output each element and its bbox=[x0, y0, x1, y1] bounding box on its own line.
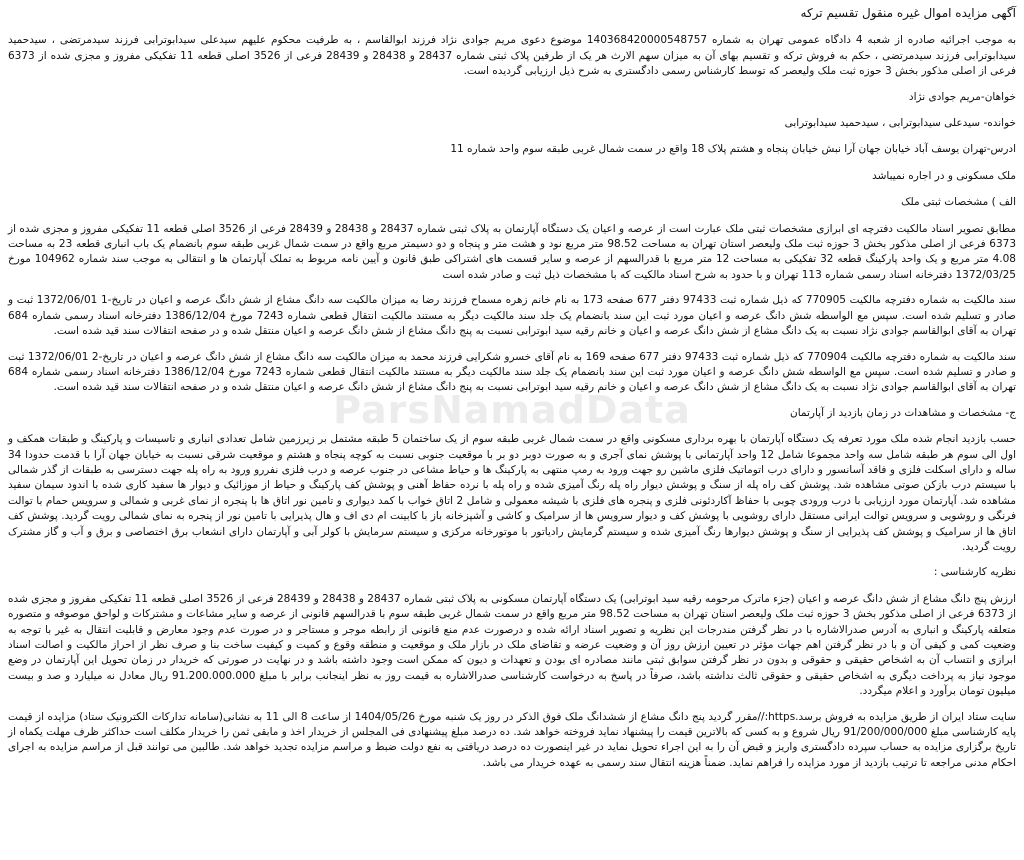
watermark-logo: ParsNamadData bbox=[333, 388, 691, 432]
section-a-heading: الف ) مشخصات ثبتی ملک bbox=[901, 196, 1016, 209]
intro-paragraph: به موجب اجرائیه صادره از شعبه 4 دادگاه عمومی تهران به شماره 140368420000548757 موضوع دعوی مریم جوادی نژاد فرزند ابوالقاسم ، به طرفیت محکوم علیهم سیدعلی سیدابوترابی فرزند سیدمرتضی ، سیدحمید سیدابوترابی فرزند سیدمرتضی ، حکم به فروش ترکه و تقسیم بهای آن به میزان سهم الارث هر یک از طرفین پلاک ثبتی شماره 28437 و 28438 و 28439 فرعی از 3526 اصلی قطعه 11 تفکیکی مفروز و مجزی شده از 6373 فرعی از اصلی مذکور بخش 3 حوزه ثبت ملک ولیعصر که توسط کارشناس رسمی دادگستری به شرح ذیل ارزیابی گردیده است. bbox=[8, 34, 1016, 78]
auction-terms-paragraph: سایت ستاد ایران از طریق مزایده به فروش برسد.https://مقرر گردید پنج دانگ مشاع از ششدانگ ملک فوق الذکر در روز یک شنبه مورخ 1404/05/26 از ساعت 8 الی 11 به نشانی(سامانه تدارکات الکترونیک ستاد) مزایده از قیمت پایه کارشناسی مبلغ 91/200/000/000 ریال شروع و به کسی که بالاترین قیمت را پیشنهاد نماید فروخته خواهد شد. ده درصد مبلغ پیشنهادی فی المجلس از خریدار اخذ و مابقی ثمن را خریدار مکلف است حداکثر ظرف مهلت یکماه از تاریخ برگزاری مزایده به حساب سپرده دادگستری واریز و قبض آن را به این اجراء تحویل نماید در غیر اینصورت ده درصد دریافتی به نفع دولت ضبط و مراسم مزایده تجدید خواهد شد. طالبین می توانند قبل از مراسم مزایده به اجرای احکام مدنی مراجعه تا ترتیب بازدید از مورد مزایده را فراهم نماید. ضمناً هزینه انتقال سند رسمی به عهده خریدار می باشد. bbox=[8, 710, 1017, 769]
registry-paragraph: مطابق تصویر اسناد مالکیت دفترچه ای ابرازی مشخصات ثبتی ملک عبارت است از عرصه و اعیان یک دستگاه آپارتمان به پلاک ثبتی شماره 28437 و 28438 و 28439 فرعی از 3526 اصلی قطعه 11 تفکیکی مفروز و مجزی شده از 6373 فرعی از اصلی مذکور بخش 3 حوزه ثبت ملک ولیعصر استان تهران به مساحت 98.52 متر مربع نود و هشت متر و پنجاه و دو دسیمتر مربع واقع در سمت شمال غربی طبقه سوم بانضمام یک باب انباری قطعه 23 به مساحت 4.08 متر مربع و یک واحد پارکینگ قطعه 32 تفکیکی به مساحت 12 متر مربع با قدرالسهم از عرصه و سایر قسمت های اشتراکی طبق قانون و آیین نامه مربوط به تملک آپارتمان ها و انتقالی به موجب سند شماره 104962 مورخ 1372/03/25 دفترخانه اسناد رسمی شماره 113 تهران و با حدود به شرح اسناد مالکیت که با مشخصات ذیل ثبت و صادر شده است bbox=[8, 222, 1017, 281]
valuation-paragraph: ارزش پنج دانگ مشاع از شش دانگ عرصه و اعیان (جزء ماترک مرحومه رقیه سید ابوترابی) یک دستگاه آپارتمان مسکونی به پلاک ثبتی شماره 28437 و 28438 و 28439 فرعی از 3526 اصلی قطعه 11 تفکیکی مفروز و مجزی شده از 6373 فرعی از اصلی مذکور بخش 3 حوزه ثبت ملک ولیعصر استان تهران به مساحت 98.52 متر مربع واقع در سمت شمال غربی طبقه سوم با قدرالسهم قانونی از عرصه و سایر مشاعات و مشترکات و لواحق موصوفه و متصوره متعلقه پارکینگ و انباری به آدرس صدرالاشاره با در نظر گرفتن مندرجات این نظریه و تصویر اسناد ارائه شده و درصورت عدم منع قانونی از رابطه موجر و مستاجر و در صورت عدم وجود معارض و قابلیت انتقال به غیر با توجه به وضعیت کمی و کیفی آن و با در نظر گرفتن اهم جهات مؤثر در تعیین ارزش روز آن و وضعیت عرضه و تقاضای ملک در بازار ملک و موقعیت و منطقه وقوع و کمیت و کیفیت ساخت بنا و صرف نظر از احراز مالکیت و اصالت اسناد ابرازی و انتساب آن به اشخاص حقیقی و حقوقی و بدون در نظر گرفتن سوابق ثبتی مانند مصادره ای بودن و تعهدات و دیون که ممکن است وجود داشته باشد و در نهایت در صورتی که خریدار در زمان تحویل این آپارتمان در وضع موجود نیاز به پرداخت دیگری به اشخاص حقیقی و حقوقی ثالث نداشته باشد، صرفاً در پاسخ به درخواست کارشناسی صدرالاشاره به قیمت روز به نظر اینجانب برابر با مبلغ 91.200.000.000 ریال معادل نه میلیارد و صد و بیست میلیون تومان برآورد و اعلام میگردد. bbox=[8, 592, 1016, 698]
deed-1-paragraph: سند مالکیت به شماره دفترچه مالکیت 770905 که ذیل شماره ثبت 97433 دفتر 677 صفحه 173 به نام خانم زهره مسماح فرزند رضا به میزان مالکیت سه دانگ مشاع از شش دانگ عرصه و اعیان در تاریخ-1 1372/06/01 ثبت و صادر و تسلیم شده است. سپس مع الواسطه شش دانگ عرصه و اعیان مورد ثبت این سند بانضمام یک جلد سند مالکیت دیگر به مستند مالکیت انتقال قطعی شماره 7243 مورخ 1386/12/04 دفترخانه اسناد رسمی شماره 684 تهران به آقای ابوالقاسم جوادی نژاد نسبت به یک دانگ مشاع از شش دانگ عرصه و اعیان و خانم رقیه سید ابوترابی نسبت به پنج دانگ مشاع از شش دانگ عرصه و اعیان منتقل شده و در صفحه انتقالات سند قید شده است. bbox=[8, 294, 1016, 338]
debtors-line: خوانده- سیدعلی سیدابوترابی ، سیدحمید سیدابوترابی bbox=[784, 117, 1016, 130]
creditor-line: خواهان-مریم جوادی نژاد bbox=[908, 90, 1016, 103]
address-line: ادرس-تهران یوسف آباد خیابان جهان آرا نبش خیابان پنجاه و هشتم پلاک 18 واقع در سمت شمال غربی طبقه سوم واحد شماره 11 bbox=[450, 143, 1016, 156]
section-c-heading: ج- مشخصات و مشاهدات در زمان بازدید از آپارتمان bbox=[790, 406, 1016, 419]
inspection-paragraph: حسب بازدید انجام شده ملک مورد تعرفه یک دستگاه آپارتمان با بهره برداری مسکونی واقع در سمت شمال غربی طبقه سوم از یک ساختمان 5 طبقه مشتمل بر زیرزمین شامل تعدادی انباری و تاسیسات و پارکینگ و طبقات همکف و اول الی سوم هر طبقه شامل سه واحد مجموعا شامل 12 واحد آپارتمانی با پوشش نمای آجری و به صورت دوبر دو بر با موقعیت جنوبی نسبت به کوچه پنجاه و هشتم و موقعیت شرقی نسبت به خیابان جهان آرا با قدمت حدودا 34 ساله و دارای اسکلت فلزی و فاقد آسانسور و دارای درب اتوماتیک فلزی ماشین رو جهت ورود به رمپ منتهی به پارکینگ ها و حیاط مشاعی در جنوب عرصه و درب فلزی نفررو ورود به راه پله جهت دسترسی به طبقات از گذر شمالی با سیستم درب بازکن صوتی مشاهده شد. پوشش کف راه پله از سنگ و پوشش دیوار راه پله رنگ آمیزی شده و راه پله با نرده حفاظ آهنی و پوشش کف پارکینگ و حیاط از موزائیک و دیوار ها سفید کاری شده با اندود سیمان سفید مشاهده شد. آپارتمان مورد ارزیابی با درب ورودی چوبی با حفاظ آکاردئونی فلزی و پنجره های فلزی با شیشه معمولی و شامل 2 اتاق خواب با کمد دیواری و تامین نور اتاق ها با پنجره از نمای غربی و شمالی و سرویس حمام با توالت فرنگی و روشویی و سرویس توالت ایرانی مستقل دارای روشویی با پوشش کف و دیوار سرویس ها از سرامیک و کاشی و آشپزخانه باز با کابینت ام دی اف و هال پذیرایی با تامین نور از پنجره به نمای شمالی رویت گردید. پوشش کف اتاق ها از سرامیک و پوشش کف پذیرایی از سنگ و پوشش دیوارها رنگ آمیزی شده و سیستم گرمایش رادیاتور با موتورخانه مرکزی و سیستم سرمایش با کولر آبی و آپارتمان دارای انشعاب برق اختصاصی و برق و آب و گاز مشترک رویت گردید. bbox=[8, 433, 1016, 553]
deed-2-paragraph: سند مالکیت به شماره دفترچه مالکیت 770904 که ذیل شماره ثبت 97433 دفتر 677 صفحه 169 به نام آقای خسرو شکرایی فرزند محمد به میزان مالکیت سه دانگ مشاع از شش دانگ عرصه و اعیان در تاریخ-2 1372/06/01 ثبت و صادر و تسلیم شده است. سپس مع الواسطه شش دانگ عرصه و اعیان مورد ثبت این سند بانضمام یک جلد سند مالکیت دیگر به مستند مالکیت انتقال قطعی شماره 7243 مورخ 1386/12/04 دفترخانه اسناد رسمی شماره 684 تهران به آقای ابوالقاسم جوادی نژاد نسبت به یک دانگ مشاع از شش دانگ عرصه و اعیان و خانم رقیه سید ابوترابی نسبت به پنج دانگ مشاع از شش دانگ عرصه و اعیان منتقل شده و در صفحه انتقالات سند قید شده است. bbox=[8, 350, 1016, 394]
notice-title: آگهی مزایده اموال غیره منقول تقسیم ترکه bbox=[800, 6, 1016, 20]
usage-line: ملک مسکونی و در اجاره نمیباشد bbox=[872, 169, 1016, 182]
auction-notice-document bbox=[8, 6, 1016, 860]
expert-opinion-heading: نظریه کارشناسی : bbox=[933, 566, 1016, 579]
